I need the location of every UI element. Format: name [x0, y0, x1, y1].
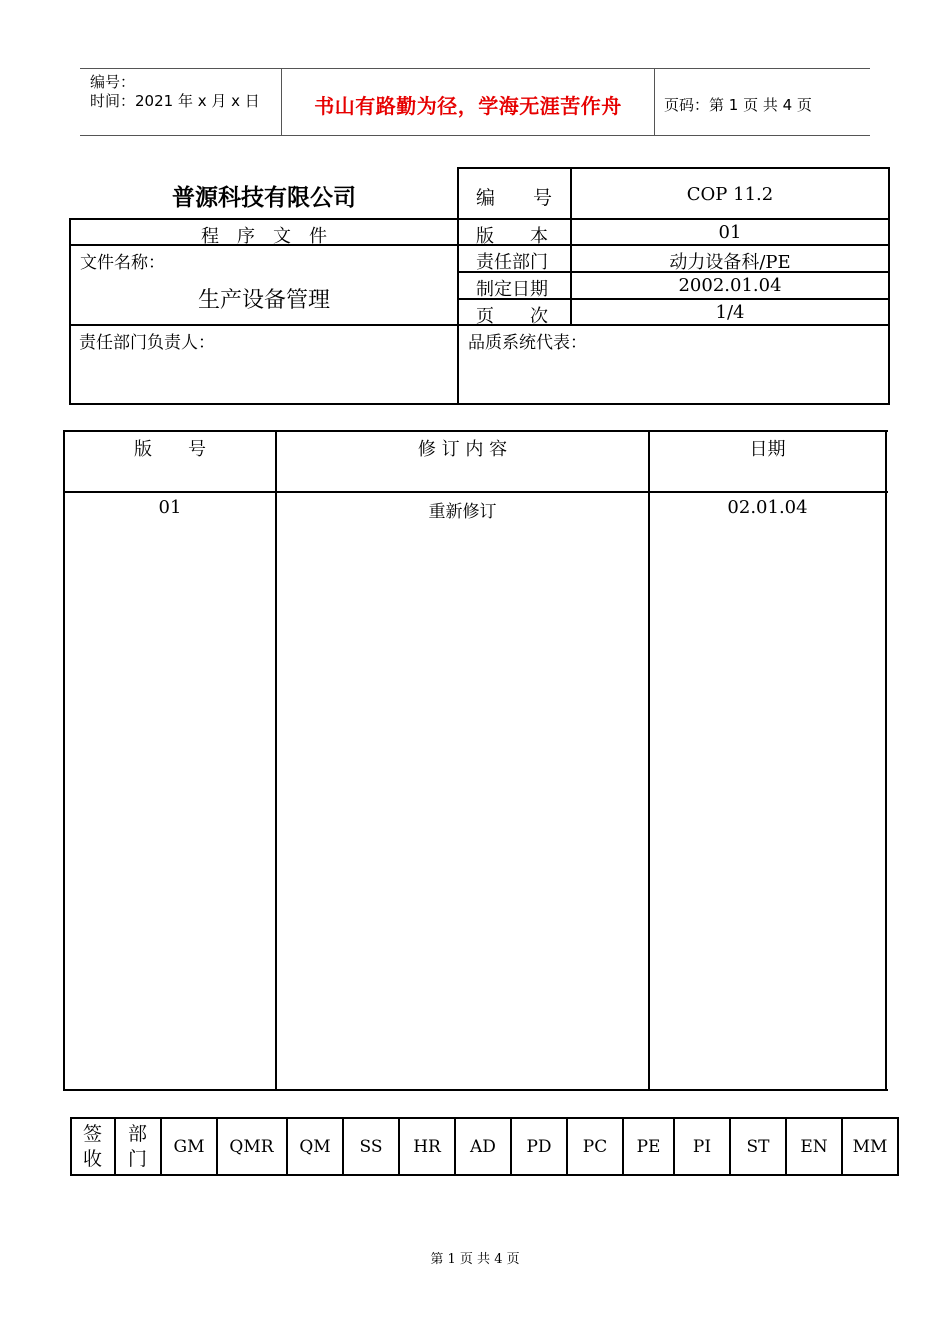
doc-type: 程 序 文 件 [201, 226, 327, 247]
table-rule [69, 218, 890, 220]
field-value-date: 2002.01.04 [678, 275, 782, 296]
table-rule [457, 167, 890, 169]
header-motto: 书山有路勤为径，学海无涯苦作舟 [314, 94, 622, 118]
dept-cell: ST [746, 1137, 770, 1157]
col-header-content: 修 订 内 容 [417, 439, 508, 460]
field-label-dept: 责任部门 [476, 252, 548, 273]
dept-label-cell [115, 1119, 160, 1175]
sign-label-cell [71, 1119, 114, 1175]
dept-cell: MM [852, 1137, 888, 1157]
header-top-rule [80, 68, 870, 69]
table-rule [63, 430, 65, 1091]
table-rule [69, 403, 890, 405]
dept-cell: QM [299, 1137, 331, 1157]
field-value-version: 01 [718, 222, 742, 243]
dept-cell: PC [582, 1137, 608, 1157]
file-name-label: 文件名称： [80, 253, 165, 273]
dept-cell: PD [526, 1137, 552, 1157]
header-page-info: 页码：第 1 页 共 4 页 [664, 96, 812, 114]
col-header-date: 日期 [749, 439, 786, 460]
dept-label: 部门 [127, 1123, 147, 1170]
dept-cell: AD [470, 1137, 496, 1157]
header-bottom-rule [80, 135, 870, 136]
page-footer: 第 1 页 共 4 页 [430, 1252, 520, 1267]
dept-cell: SS [359, 1137, 383, 1157]
file-name: 生产设备管理 [197, 288, 330, 313]
table-rule [885, 430, 887, 1091]
quality-rep-label: 品质系统代表： [468, 333, 587, 353]
field-label-page: 页 次 [476, 306, 548, 327]
field-label-number: 编 号 [476, 187, 553, 209]
dept-cell: HR [413, 1137, 441, 1157]
dept-cell: PE [636, 1137, 661, 1157]
row-content: 重新修订 [428, 502, 497, 522]
field-label-version: 版 本 [476, 226, 548, 247]
header-number-label: 编号： [90, 73, 136, 91]
table-rule [275, 430, 277, 1091]
dept-cell: EN [800, 1137, 828, 1157]
col-header-version: 版 号 [134, 439, 206, 460]
header-time-label: 时间：2021 年 x 月 x 日 [90, 92, 260, 110]
resp-head-label: 责任部门负责人： [79, 333, 215, 353]
company-name: 普源科技有限公司 [172, 185, 356, 211]
field-label-date: 制定日期 [476, 279, 548, 300]
field-value-dept: 动力设备科/PE [669, 252, 791, 273]
dept-cell: QMR [229, 1137, 274, 1157]
field-value-page: 1/4 [715, 302, 745, 323]
table-rule [648, 430, 650, 1091]
field-value-number: COP 11.2 [686, 184, 774, 205]
table-rule [63, 491, 888, 493]
dept-cell: GM [173, 1137, 205, 1157]
dept-cell: PI [692, 1137, 712, 1157]
row-date: 02.01.04 [727, 497, 808, 518]
sign-label: 签收 [82, 1123, 102, 1170]
table-rule [63, 430, 888, 432]
row-version: 01 [158, 497, 182, 518]
table-rule [63, 1089, 888, 1091]
header-divider [654, 68, 655, 136]
